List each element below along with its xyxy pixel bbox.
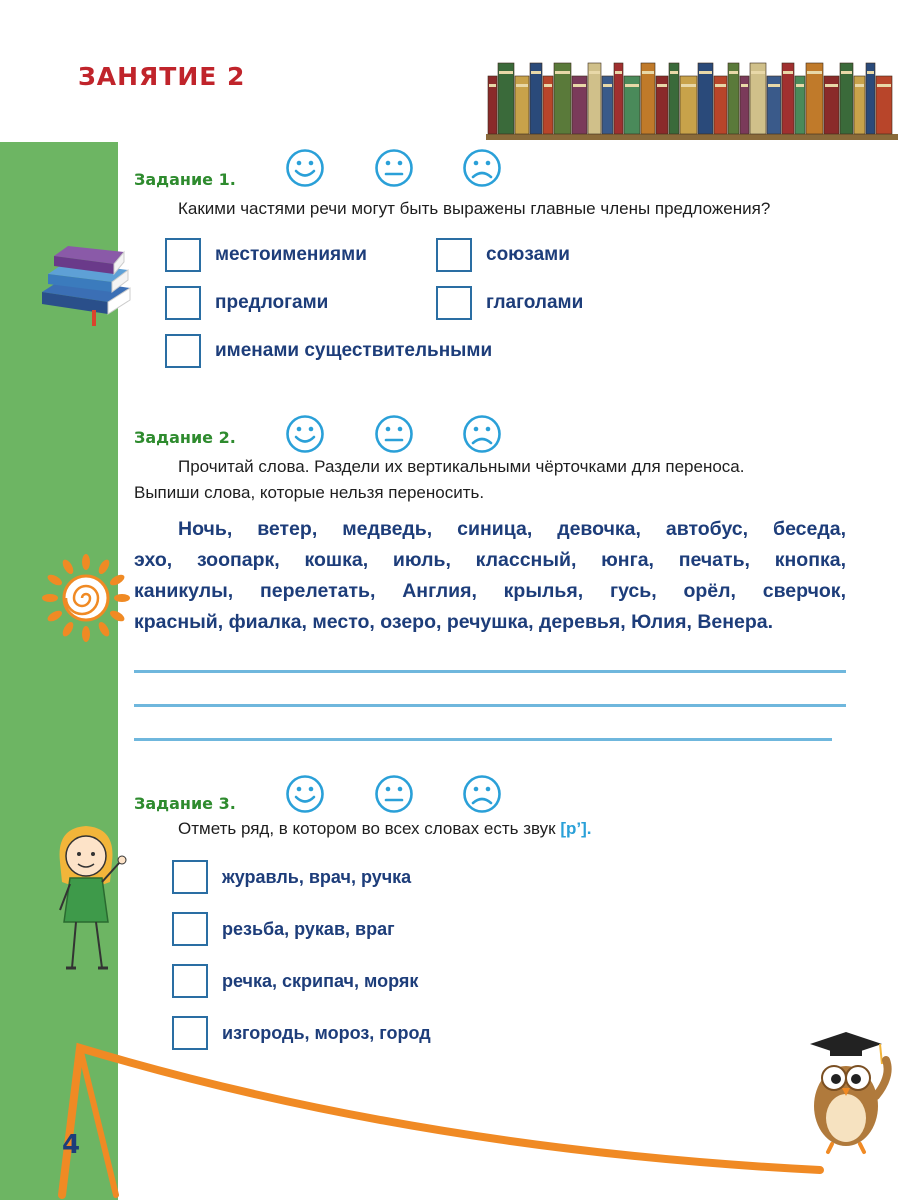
option-label: глаголами [486,292,584,313]
task3-option-3[interactable] [172,964,418,998]
task1-option-3[interactable] [165,286,328,320]
task1-option-2[interactable] [436,238,570,272]
task3-option-4[interactable] [172,1016,431,1050]
checkbox[interactable] [172,964,208,998]
task1-option-5[interactable] [165,334,492,368]
word-line: эхо, зоопарк, кошка, июль, классный, юнга, печать, кнопка, [134,549,846,571]
task2-question-line2: Выпиши слова, которые нельзя переносить. [134,483,485,503]
task2-question [134,454,846,507]
books-stack-icon [38,244,134,334]
smiley-happy-icon[interactable] [285,148,325,188]
task3-sound: [р’]. [560,819,592,838]
task1-option-1[interactable] [165,238,367,272]
checkbox[interactable] [165,286,201,320]
answer-line[interactable] [134,738,832,741]
option-label: изгородь, мороз, город [222,1022,431,1043]
option-label: речка, скрипач, моряк [222,970,419,991]
smiley-sad-icon[interactable] [462,774,502,814]
smiley-happy-icon[interactable] [285,774,325,814]
page-number: 4 [62,1130,81,1160]
answer-line[interactable] [134,704,846,707]
word-line: Ночь, ветер, медведь, синица, девочка, автобус, беседа, [178,518,846,540]
smiley-sad-icon[interactable] [462,414,502,454]
task2-heading: Задание 2. [134,428,236,447]
orange-arc-decoration [0,1020,900,1200]
smiley-sad-icon[interactable] [462,148,502,188]
task1-heading: Задание 1. [134,170,236,189]
task3-option-2[interactable] [172,912,395,946]
smiley-neutral-icon[interactable] [374,148,414,188]
task1-option-4[interactable] [436,286,583,320]
checkbox[interactable] [165,238,201,272]
option-label: местоимениями [215,244,367,265]
smiley-neutral-icon[interactable] [374,414,414,454]
task3-question-text: Отметь ряд, в котором во всех словах есть звук [178,819,556,838]
option-label: союзами [486,244,570,265]
option-label: именами существительными [215,340,493,361]
owl-icon [796,1026,896,1156]
smiley-happy-icon[interactable] [285,414,325,454]
option-label: резьба, рукав, враг [222,918,395,939]
option-label: предлогами [215,292,329,313]
task3-option-1[interactable] [172,860,411,894]
option-label: журавль, врач, ручка [222,866,412,887]
checkbox[interactable] [172,860,208,894]
lesson-title: ЗАНЯТИЕ 2 [78,62,246,91]
task3-question [178,816,591,842]
task3-heading: Задание 3. [134,794,236,813]
task2-question-line1: Прочитай слова. Раздели их вертикальными чёрточками для переноса. [178,457,745,476]
word-line: каникулы, перелетать, Англия, крылья, гусь, орёл, сверчок, [134,580,846,602]
task1-question: Какими частями речи могут быть выражены главные члены предложения? [178,199,771,218]
smiley-neutral-icon[interactable] [374,774,414,814]
checkbox[interactable] [436,286,472,320]
checkbox[interactable] [165,334,201,368]
girl-icon [46,822,136,982]
task2-word-list [134,514,846,638]
bookshelf-icon [486,50,898,140]
checkbox[interactable] [172,1016,208,1050]
sun-icon [40,552,132,644]
checkbox[interactable] [436,238,472,272]
word-line: красный, фиалка, место, озеро, речушка, деревья, Юлия, Венера. [134,611,774,633]
answer-line[interactable] [134,670,846,673]
checkbox[interactable] [172,912,208,946]
